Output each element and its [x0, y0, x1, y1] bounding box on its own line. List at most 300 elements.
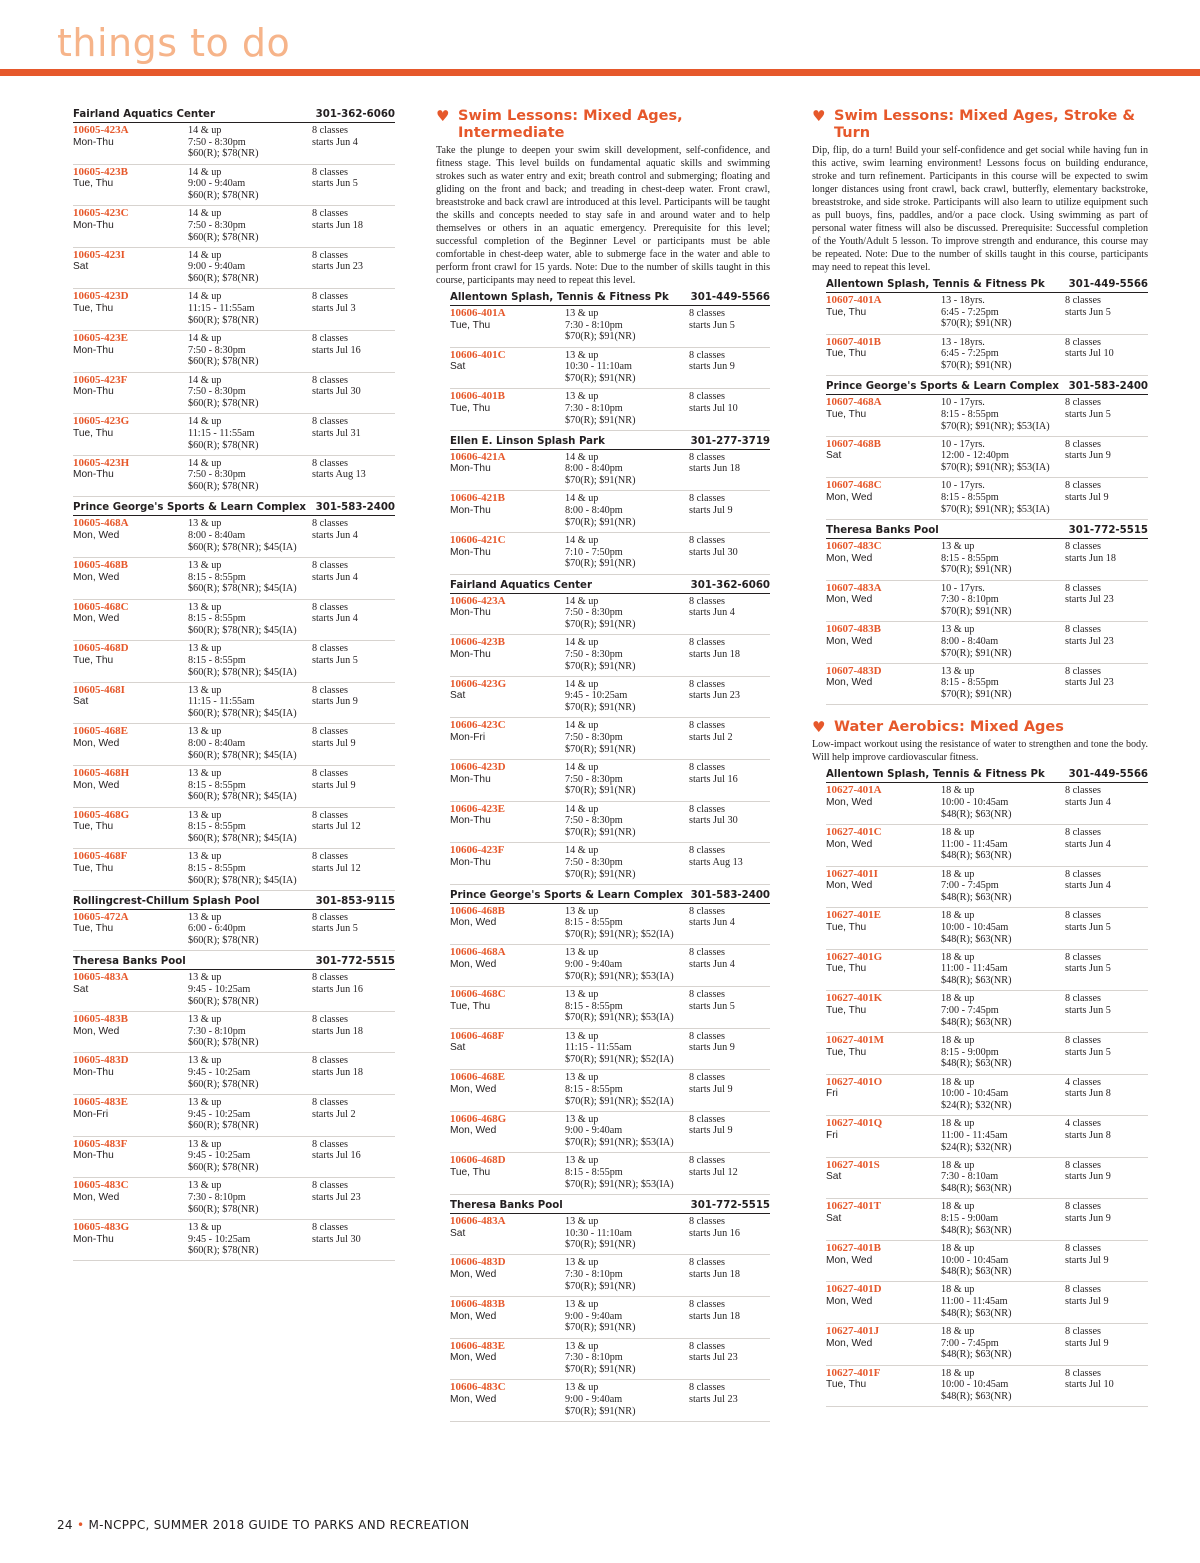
class-detail-cell [565, 596, 689, 635]
class-count: 8 classes [689, 845, 725, 857]
class-code[interactable]: 10606-483C [450, 1381, 506, 1394]
class-age: 14 & up [188, 125, 222, 136]
class-time: 7:30 - 8:10pm [188, 1191, 246, 1203]
class-detail-cell [941, 624, 1065, 663]
location-block [826, 768, 1148, 1407]
class-code[interactable]: 10605-423D [73, 290, 129, 303]
class-code[interactable]: 10605-423H [73, 456, 130, 469]
class-schedule-cell [689, 452, 770, 491]
class-detail-cell [188, 250, 312, 289]
class-code[interactable]: 10606-468G [450, 1112, 507, 1125]
class-fees: $60(R); $78(NR) [188, 314, 259, 326]
class-fees: $60(R); $78(NR) [188, 1245, 259, 1257]
class-fees: $60(R); $78(NR) [188, 356, 259, 368]
class-schedule-cell [312, 208, 395, 247]
class-row [450, 718, 770, 760]
class-code[interactable]: 10605-423B [73, 165, 128, 178]
class-row [826, 1366, 1148, 1408]
class-code[interactable]: 10605-468A [73, 517, 129, 530]
class-fees: $60(R); $78(NR) [188, 1203, 259, 1215]
class-age: 13 & up [565, 308, 599, 319]
class-code[interactable]: 10627-401A [826, 784, 882, 797]
class-fees: $70(R); $91(NR); $53(IA) [565, 1178, 674, 1190]
class-code[interactable]: 10606-483A [450, 1214, 506, 1227]
location-header [450, 579, 770, 594]
class-days: Mon, Wed [826, 492, 873, 504]
class-days: Tue, Thu [826, 921, 867, 933]
class-schedule-cell [689, 1216, 770, 1255]
class-fees: $70(R); $91(NR) [565, 1364, 636, 1376]
class-start: starts Jun 5 [312, 654, 358, 666]
class-code[interactable]: 10605-468B [73, 558, 128, 571]
class-detail-cell [188, 685, 312, 724]
class-row [73, 1137, 395, 1179]
class-code[interactable]: 10606-483E [450, 1339, 505, 1352]
class-row [73, 849, 395, 891]
class-time: 8:00 - 8:40pm [565, 505, 623, 517]
class-fees: $70(R); $91(NR) [941, 647, 1012, 659]
class-schedule-cell [1065, 869, 1148, 908]
class-row [826, 664, 1148, 706]
class-code[interactable]: 10605-483D [73, 1054, 129, 1067]
location-name: Prince George's Sports & Learn Complex [450, 889, 683, 901]
class-code[interactable]: 10607-468A [826, 396, 882, 409]
class-code[interactable]: 10627-401I [826, 867, 878, 880]
class-schedule-cell [312, 726, 395, 765]
class-id-cell [73, 685, 188, 724]
class-count: 8 classes [1065, 993, 1101, 1005]
class-schedule-cell [689, 1382, 770, 1421]
class-detail-cell [941, 295, 1065, 334]
class-detail-cell [188, 375, 312, 414]
class-schedule-cell [312, 458, 395, 497]
class-id-cell [826, 869, 941, 908]
class-fees: $60(R); $78(NR); $45(IA) [188, 541, 297, 553]
class-schedule-cell [312, 768, 395, 807]
class-start: starts Jul 3 [312, 303, 356, 315]
class-count: 8 classes [312, 1097, 348, 1109]
class-start: starts Jun 5 [312, 178, 358, 190]
class-days: Tue, Thu [450, 319, 491, 331]
class-age: 13 & up [188, 559, 222, 571]
class-days: Tue, Thu [73, 178, 114, 190]
class-schedule-cell [689, 720, 770, 759]
class-fees: $70(R); $91(NR) [565, 1239, 636, 1251]
class-row [450, 843, 770, 885]
class-id-cell [826, 480, 941, 519]
class-age: 10 - 17yrs. [941, 582, 985, 594]
class-start: starts Jul 23 [689, 1393, 738, 1405]
class-schedule-cell [312, 602, 395, 641]
class-id-cell [826, 1243, 941, 1282]
class-fees: $70(R); $91(NR); $53(IA) [565, 1012, 674, 1024]
class-detail-cell [565, 947, 689, 986]
class-code[interactable]: 10606-401C [450, 348, 506, 361]
class-start: starts Jun 4 [1065, 838, 1111, 850]
class-code[interactable]: 10605-468G [73, 808, 130, 821]
class-count: 8 classes [1065, 540, 1101, 552]
class-days: Mon-Thu [73, 344, 114, 356]
class-fees: $48(R); $63(NR) [941, 1016, 1012, 1028]
class-schedule-cell [1065, 624, 1148, 663]
class-row [73, 516, 395, 558]
class-time: 10:00 - 10:45am [941, 1088, 1009, 1100]
class-days: Mon, Wed [73, 530, 120, 542]
class-code[interactable]: 10606-423B [450, 636, 505, 649]
class-detail-cell [565, 762, 689, 801]
class-id-cell [73, 1222, 188, 1261]
class-age: 10 - 17yrs. [941, 480, 985, 492]
class-start: starts Jun 4 [312, 136, 358, 148]
class-code[interactable]: 10606-468C [450, 987, 506, 1000]
class-time: 6:45 - 7:25pm [941, 348, 999, 360]
class-count: 8 classes [312, 559, 348, 571]
class-detail-cell [565, 906, 689, 945]
location-phone: 301-362-6060 [315, 109, 395, 120]
class-schedule-cell [312, 125, 395, 164]
class-row [450, 1339, 770, 1381]
class-code[interactable]: 10606-468A [450, 946, 506, 959]
class-row [450, 802, 770, 844]
class-days: Tue, Thu [73, 427, 114, 439]
class-start: starts Jun 4 [689, 959, 735, 971]
class-fees: $70(R); $91(NR) [565, 414, 636, 426]
class-detail-cell [941, 993, 1065, 1032]
class-code[interactable]: 10627-401J [826, 1325, 880, 1338]
class-time: 11:15 - 11:55am [188, 696, 255, 708]
class-schedule-cell [1065, 993, 1148, 1032]
class-age: 18 & up [941, 993, 975, 1005]
class-id-cell [73, 912, 188, 951]
class-code[interactable]: 10627-401D [826, 1283, 882, 1296]
class-code[interactable]: 10606-483B [450, 1298, 505, 1311]
class-code[interactable]: 10605-468D [73, 642, 129, 655]
class-code[interactable]: 10627-401B [826, 1241, 881, 1254]
class-id-cell [826, 1077, 941, 1116]
class-id-cell [73, 125, 188, 164]
class-count: 8 classes [312, 166, 348, 178]
class-code[interactable]: 10605-468C [73, 600, 129, 613]
class-days: Tue, Thu [826, 408, 867, 420]
class-row [73, 414, 395, 456]
class-age: 13 & up [565, 1382, 599, 1394]
class-time: 8:15 - 8:55pm [188, 654, 246, 666]
class-row [73, 331, 395, 373]
class-code[interactable]: 10607-401B [826, 335, 881, 348]
class-age: 13 & up [188, 601, 222, 613]
class-days: Sat [826, 1171, 842, 1183]
class-start: starts Jul 9 [689, 505, 733, 517]
class-code[interactable]: 10605-483C [73, 1179, 129, 1192]
class-fees: $70(R); $91(NR) [565, 1280, 636, 1292]
class-id-cell [450, 1072, 565, 1111]
class-code[interactable]: 10627-401E [826, 909, 881, 922]
class-row [826, 335, 1148, 377]
class-age: 18 & up [941, 826, 975, 838]
class-code[interactable]: 10605-468H [73, 766, 130, 779]
class-schedule-cell [312, 167, 395, 206]
class-age: 14 & up [565, 637, 599, 649]
class-id-cell [73, 1055, 188, 1094]
class-detail-cell [188, 1139, 312, 1178]
location-phone: 301-583-2400 [315, 502, 395, 514]
location-header [450, 889, 770, 904]
publication-title: M-NCPPC, SUMMER 2018 GUIDE TO PARKS AND RECREATION [88, 1518, 470, 1532]
class-code[interactable]: 10607-468B [826, 437, 881, 450]
class-id-cell [73, 518, 188, 557]
class-id-cell [450, 1114, 565, 1153]
class-start: starts Jun 5 [1065, 306, 1111, 318]
class-start: starts Jun 9 [689, 1042, 735, 1054]
class-days: Mon, Wed [450, 917, 497, 929]
class-schedule-cell [1065, 952, 1148, 991]
class-id-cell [826, 910, 941, 949]
class-code[interactable]: 10605-468F [73, 850, 128, 863]
class-code[interactable]: 10606-423F [450, 844, 505, 857]
class-start: starts Jul 2 [312, 1108, 356, 1120]
class-code[interactable]: 10606-483D [450, 1256, 506, 1269]
class-detail-cell [941, 1284, 1065, 1323]
class-code[interactable]: 10605-472A [73, 910, 129, 923]
class-start: starts Jun 18 [312, 219, 363, 231]
class-code[interactable]: 10606-423D [450, 760, 506, 773]
header-rule [0, 69, 1200, 76]
class-age: 13 & up [188, 1097, 222, 1109]
class-code[interactable]: 10627-401K [826, 992, 883, 1005]
class-fees: $70(R); $91(NR) [565, 373, 636, 384]
class-count: 8 classes [689, 1155, 725, 1167]
class-days: Mon, Wed [826, 1337, 873, 1349]
class-code[interactable]: 10605-483E [73, 1096, 128, 1109]
class-days: Tue, Thu [73, 862, 114, 874]
class-row [826, 825, 1148, 867]
class-schedule-cell [1065, 1160, 1148, 1199]
location-name: Theresa Banks Pool [73, 956, 186, 968]
class-code[interactable]: 10605-423G [73, 415, 130, 428]
class-code[interactable]: 10627-401S [826, 1158, 880, 1171]
class-code[interactable]: 10605-483F [73, 1137, 128, 1150]
class-code[interactable]: 10605-483A [73, 971, 129, 984]
class-code[interactable]: 10605-468E [73, 725, 128, 738]
class-days: Sat [826, 1212, 842, 1224]
class-code[interactable]: 10605-468I [73, 683, 125, 696]
class-code[interactable]: 10606-468D [450, 1154, 506, 1167]
class-schedule-cell [312, 250, 395, 289]
class-start: starts Jun 4 [312, 530, 358, 542]
class-code[interactable]: 10627-401C [826, 825, 882, 838]
class-schedule-cell [689, 845, 770, 884]
location-header [73, 895, 395, 910]
class-count: 8 classes [312, 457, 348, 469]
class-code[interactable]: 10606-468F [450, 1029, 505, 1042]
class-code[interactable]: 10607-483D [826, 664, 882, 677]
class-id-cell [73, 333, 188, 372]
class-code[interactable]: 10605-483G [73, 1220, 130, 1233]
class-fees: $60(R); $78(NR) [188, 439, 259, 451]
class-fees: $48(R); $63(NR) [941, 891, 1012, 903]
class-schedule-cell [689, 762, 770, 801]
program-title [436, 108, 770, 142]
class-start: starts Jun 9 [689, 361, 735, 373]
class-count: 8 classes [312, 684, 348, 696]
class-fees: $60(R); $78(NR) [188, 1037, 259, 1049]
class-detail-cell [188, 416, 312, 455]
class-detail-cell [188, 1055, 312, 1094]
class-schedule-cell [689, 1341, 770, 1380]
class-fees: $70(R); $91(NR) [565, 660, 636, 672]
class-time: 8:00 - 8:40am [188, 738, 246, 750]
class-id-cell [826, 1118, 941, 1157]
class-code[interactable]: 10605-483B [73, 1012, 128, 1025]
class-age: 14 & up [188, 374, 222, 386]
class-code[interactable]: 10606-423A [450, 594, 506, 607]
class-detail-cell [188, 643, 312, 682]
class-days: Tue, Thu [826, 306, 867, 318]
class-count: 8 classes [1065, 868, 1101, 880]
class-code[interactable]: 10627-401O [826, 1075, 883, 1088]
class-start: starts Jun 18 [312, 1067, 363, 1079]
class-code[interactable]: 10606-421A [450, 450, 506, 463]
class-schedule-cell [1065, 1284, 1148, 1323]
class-schedule-cell [1065, 1368, 1148, 1407]
class-code[interactable]: 10605-423C [73, 207, 129, 220]
class-age: 14 & up [565, 761, 599, 773]
class-detail-cell [941, 1368, 1065, 1407]
class-code[interactable]: 10607-401A [826, 294, 882, 306]
class-start: starts Jul 12 [689, 1166, 738, 1178]
class-age: 14 & up [565, 803, 599, 815]
class-code[interactable]: 10627-401M [826, 1033, 885, 1046]
class-age: 13 & up [565, 349, 599, 361]
class-age: 13 & up [188, 851, 222, 863]
class-code[interactable]: 10605-423A [73, 124, 129, 136]
class-code[interactable]: 10606-421C [450, 533, 506, 546]
class-time: 9:45 - 10:25am [188, 983, 251, 995]
class-code[interactable]: 10605-423E [73, 331, 128, 344]
class-detail-cell [941, 1118, 1065, 1157]
class-detail-cell [188, 810, 312, 849]
class-age: 18 & up [941, 1076, 975, 1088]
class-detail-cell [188, 458, 312, 497]
class-row [826, 1324, 1148, 1366]
class-detail-cell [188, 851, 312, 890]
class-schedule-cell [689, 535, 770, 574]
class-fees: $70(R); $91(NR) [565, 618, 636, 630]
class-time: 8:15 - 8:55pm [565, 917, 623, 929]
class-time: 7:00 - 7:45pm [941, 1005, 999, 1017]
page-footer [57, 1518, 469, 1532]
location-phone: 301-449-5566 [1068, 279, 1148, 290]
class-code[interactable]: 10607-483C [826, 539, 882, 552]
class-code[interactable]: 10606-468E [450, 1071, 505, 1084]
class-id-cell [826, 1284, 941, 1323]
class-fees: $70(R); $91(NR) [941, 605, 1012, 617]
class-days: Mon, Wed [73, 613, 120, 625]
class-days: Mon-Fri [450, 732, 486, 744]
location-phone: 301-449-5566 [1068, 769, 1148, 781]
class-row [450, 1380, 770, 1422]
class-code[interactable]: 10606-423G [450, 677, 507, 690]
class-count: 8 classes [312, 1055, 348, 1067]
class-time: 8:15 - 8:55pm [188, 779, 246, 791]
class-days: Sat [73, 983, 89, 995]
class-age: 14 & up [188, 249, 222, 261]
class-code[interactable]: 10606-401B [450, 390, 505, 403]
class-count: 8 classes [1065, 1201, 1101, 1213]
class-row [73, 373, 395, 415]
class-id-cell [450, 1382, 565, 1421]
class-code[interactable]: 10605-423I [73, 248, 125, 261]
class-detail-cell [941, 785, 1065, 824]
class-schedule-cell [1065, 439, 1148, 478]
class-days: Mon-Thu [73, 386, 114, 398]
class-code[interactable]: 10607-483B [826, 623, 881, 636]
class-schedule-cell [689, 1155, 770, 1194]
class-time: 7:50 - 8:30pm [565, 732, 623, 744]
class-days: Mon, Wed [826, 1296, 873, 1308]
location-name: Allentown Splash, Tennis & Fitness Pk [826, 769, 1045, 781]
program-section [73, 108, 395, 1261]
class-start: starts Jun 9 [312, 696, 358, 708]
class-code[interactable]: 10606-468B [450, 904, 505, 917]
class-id-cell [450, 762, 565, 801]
heart-icon: ♥ [812, 107, 826, 125]
class-code[interactable]: 10606-423E [450, 802, 505, 815]
class-schedule-cell [312, 1097, 395, 1136]
program-title-text: Swim Lessons: Mixed Ages, Stroke & Turn [834, 108, 1135, 141]
class-id-cell [73, 1097, 188, 1136]
class-code[interactable]: 10605-423F [73, 373, 128, 386]
class-days: Tue, Thu [450, 1000, 491, 1012]
class-detail-cell [941, 827, 1065, 866]
class-days: Mon, Wed [73, 779, 120, 791]
class-code[interactable]: 10627-401Q [826, 1117, 883, 1130]
class-count: 8 classes [689, 349, 725, 361]
class-id-cell [450, 493, 565, 532]
class-start: starts Jun 16 [312, 983, 363, 995]
class-start: starts Jun 5 [1065, 408, 1111, 420]
class-age: 14 & up [188, 291, 222, 303]
class-start: starts Jun 5 [1065, 921, 1111, 933]
class-code[interactable]: 10606-423C [450, 719, 506, 732]
class-age: 10 - 17yrs. [941, 397, 985, 409]
class-row [450, 348, 770, 390]
class-code[interactable]: 10606-401A [450, 307, 506, 319]
class-id-cell [73, 643, 188, 682]
class-time: 8:15 - 8:55pm [565, 1166, 623, 1178]
class-code[interactable]: 10627-401F [826, 1366, 881, 1379]
location-block [73, 895, 395, 952]
class-schedule-cell [689, 391, 770, 430]
class-count: 8 classes [312, 125, 348, 136]
class-fees: $70(R); $91(NR) [941, 564, 1012, 576]
class-code[interactable]: 10606-421B [450, 492, 505, 505]
class-id-cell [73, 1014, 188, 1053]
class-fees: $70(R); $91(NR) [565, 868, 636, 880]
location-phone: 301-772-5515 [690, 1199, 770, 1211]
location-block [450, 291, 770, 431]
class-code[interactable]: 10607-483A [826, 581, 882, 594]
class-code[interactable]: 10627-401T [826, 1200, 881, 1213]
class-code[interactable]: 10627-401G [826, 950, 883, 963]
class-count: 8 classes [1065, 1367, 1101, 1379]
class-time: 8:15 - 8:55pm [188, 862, 246, 874]
class-age: 14 & up [188, 208, 222, 220]
class-count: 8 classes [1065, 1242, 1101, 1254]
class-row [450, 760, 770, 802]
class-code[interactable]: 10607-468C [826, 479, 882, 492]
class-row [73, 683, 395, 725]
